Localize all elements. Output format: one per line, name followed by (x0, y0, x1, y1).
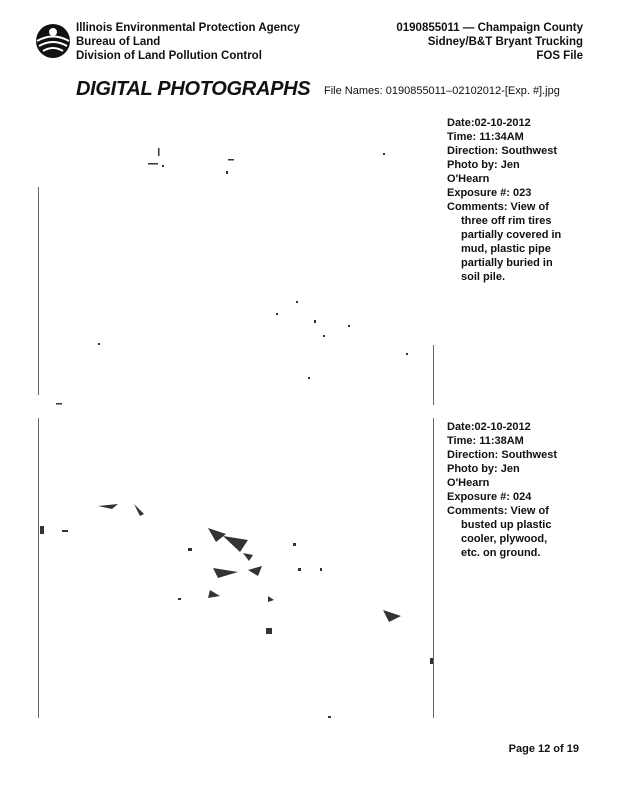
photo-direction: Direction: Southwest (447, 145, 558, 157)
photo-time: Time: 11:34AM (447, 131, 524, 143)
photo-date: Date:02-10-2012 (447, 421, 531, 433)
photo-by-name: O'Hearn (447, 477, 490, 489)
photo-comment-line: busted up plastic (461, 519, 552, 531)
page-title: DIGITAL PHOTOGRAPHS (76, 78, 311, 100)
bureau-name: Bureau of Land (76, 36, 161, 48)
photo-direction: Direction: Southwest (447, 449, 558, 461)
photo-comments-label: Comments: View of (447, 201, 549, 213)
photo-image (38, 115, 434, 405)
site-id: 0190855011 — Champaign County (396, 22, 583, 34)
photo-time: Time: 11:38AM (447, 435, 524, 447)
photo-comment-line: cooler, plywood, (461, 533, 548, 545)
photo-comment-line: three off rim tires (461, 215, 552, 227)
photo-1-details (447, 116, 587, 284)
photo-comment-line: etc. on ground. (461, 547, 541, 559)
photo-exposure-023 (38, 115, 434, 405)
photo-exposure: Exposure #: 024 (447, 491, 532, 503)
photo-comments-label: Comments: View of (447, 505, 549, 517)
division-name: Division of Land Pollution Control (76, 50, 262, 62)
agency-header (76, 21, 300, 63)
photo-by: Photo by: Jen (447, 463, 520, 475)
photo-date: Date:02-10-2012 (447, 117, 531, 129)
agency-logo-icon (34, 22, 72, 60)
photo-comment-line: partially covered in (461, 229, 562, 241)
photo-image (38, 418, 434, 718)
photo-by: Photo by: Jen (447, 159, 520, 171)
agency-name: Illinois Environmental Protection Agency (76, 22, 300, 34)
file-type: FOS File (536, 50, 583, 62)
site-header (396, 21, 583, 63)
photo-by-name: O'Hearn (447, 173, 490, 185)
photo-exposure: Exposure #: 023 (447, 187, 532, 199)
page-number: Page 12 of 19 (508, 743, 579, 755)
photo-exposure-024 (38, 418, 434, 718)
photo-comment-line: soil pile. (461, 271, 506, 283)
photo-comment-line: mud, plastic pipe (461, 243, 551, 255)
site-name: Sidney/B&T Bryant Trucking (427, 36, 583, 48)
photo-comment-line: partially buried in (461, 257, 553, 269)
file-names: File Names: 0190855011–02102012-[Exp. #].jpg (324, 85, 560, 97)
photo-2-details (447, 420, 587, 560)
